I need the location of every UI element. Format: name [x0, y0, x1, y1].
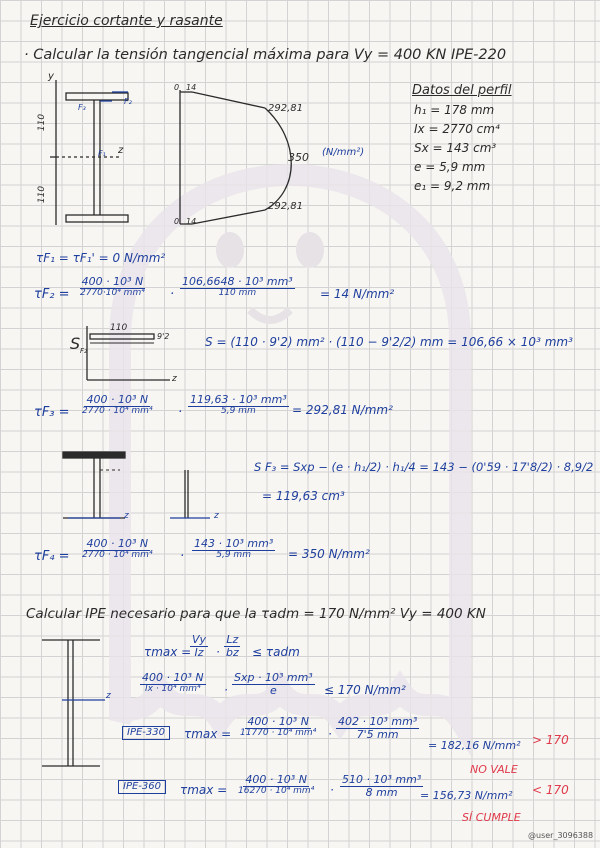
- eq2-rhs: ≤ 170 N/mm²: [324, 683, 406, 697]
- eq2-den-1: Ix · 10⁴ mm⁴: [144, 684, 201, 695]
- diagram-value-bottom: 292,81: [268, 201, 303, 212]
- eq1-num-2: Lz: [226, 633, 239, 646]
- tau-f3-dot: ·: [178, 405, 183, 420]
- ipe220-section-drawing: [50, 80, 128, 225]
- ipe330-fraction-2: [336, 716, 419, 741]
- ipe330-comparison: > 170: [532, 733, 569, 747]
- eq1-num-1: Vy: [192, 633, 207, 646]
- eq2-fraction-1: [140, 672, 206, 695]
- web-static-moment-result: = 119,63 cm³: [262, 489, 345, 503]
- diagram-value-max: 350: [288, 151, 309, 164]
- tau-f4-dot: ·: [180, 549, 185, 564]
- web-z-label-2: z: [214, 511, 219, 521]
- tau-f4-den-1: 2770 · 10⁴ mm⁴: [82, 550, 153, 561]
- axis-y-label: y: [48, 71, 54, 82]
- problem1-statement: · Calcular la tensión tangencial máxima para Vy = 400 KN IPE-220: [24, 47, 507, 63]
- profile-heading: Datos del perfil: [412, 83, 512, 98]
- tau-f3-num-1: 400 · 10³ N: [86, 393, 149, 406]
- ipe360-num-1: 400 · 10³ N: [245, 773, 307, 786]
- eq1-dot: ·: [216, 645, 220, 659]
- ipe360-dot: ·: [330, 783, 334, 797]
- ipe360-num-2: 510 · 10³ mm³: [342, 773, 422, 786]
- tau-f3-den-1: 2770 · 10⁴ mm⁴: [82, 406, 153, 417]
- tau-f3-result: = 292,81 N/mm²: [292, 403, 393, 417]
- tau-f2-lhs: τF₂ =: [34, 287, 70, 302]
- flange-width-label: 110: [110, 323, 128, 333]
- tau-f2-fraction-2: [180, 276, 295, 299]
- flange-thickness-label: 9'2: [157, 332, 170, 341]
- eq2-den-2: e: [269, 684, 277, 698]
- diagram-bottom-14: 14: [186, 217, 197, 226]
- flange-s-label: S: [205, 335, 213, 349]
- point-f1-label: F₁: [98, 149, 106, 158]
- axis-z-label: z: [118, 145, 124, 156]
- ipe360-comparison: < 170: [532, 783, 569, 797]
- profile-ix: Ix = 2770 cm⁴: [414, 122, 500, 136]
- profile-sx: Sx = 143 cm³: [414, 141, 497, 155]
- ipe360-result: = 156,73 N/mm²: [420, 789, 513, 802]
- tau-f4-den-2: 5,9 mm: [216, 550, 251, 561]
- ipe360-verdict: SÍ CUMPLE: [462, 811, 521, 824]
- ipe330-fraction-1: [238, 716, 318, 739]
- tau-f4-result: = 350 N/mm²: [288, 547, 370, 561]
- tau-f4-lhs: τF₄ =: [34, 549, 70, 564]
- flange-static-moment-formula: = (110 · 9'2) mm² · (110 − 9'2/2) mm = 106,66 × 10³ mm³: [216, 335, 573, 349]
- ipe360-fraction-1: [236, 774, 316, 797]
- eq1-den-2: bz: [226, 646, 239, 660]
- dim-bottom-label: 110: [37, 185, 48, 204]
- ipe330-label: IPE-330: [122, 726, 170, 740]
- ipe360-den-2: 8 mm: [365, 786, 398, 800]
- eq1-rhs: ≤ τadm: [252, 645, 300, 659]
- eq1-fraction-2: [224, 634, 241, 659]
- dim-top-label: 110: [37, 113, 48, 132]
- ipe330-result: = 182,16 N/mm²: [428, 739, 521, 752]
- eq2-fraction-2: [232, 672, 315, 697]
- diagram-value-top: 292,81: [268, 103, 303, 114]
- web-sketch: [63, 452, 188, 518]
- tau-f2-den-2: 110 mm: [218, 288, 257, 299]
- section2-z-label: z: [106, 691, 111, 701]
- eq2-num-1: 400 · 10³ N: [142, 671, 204, 684]
- flange-s-symbol: S: [70, 334, 81, 353]
- page-title: Ejercicio cortante y rasante: [30, 13, 223, 29]
- problem2-statement: Calcular IPE necesario para que la τadm = 170 N/mm² Vy = 400 KN: [26, 606, 486, 622]
- flange-z-label: z: [172, 374, 177, 384]
- ipe330-verdict: NO VALE: [470, 763, 518, 776]
- tau-f4-fraction-2: [192, 538, 275, 561]
- flange-f2-label: F₂: [80, 347, 87, 355]
- tau-f3-fraction-2: [188, 394, 289, 417]
- tau-f3-lhs: τF₃ =: [34, 405, 70, 420]
- tau-f2-dot: ·: [170, 287, 175, 302]
- tau-f2-den-1: 2770·10⁴ mm⁴: [80, 288, 145, 299]
- diagram-top-14: 14: [186, 83, 197, 92]
- ipe330-den-2: 7'5 mm: [356, 728, 399, 742]
- eq1-lhs: τmax =: [144, 645, 192, 659]
- ipe360-label: IPE-360: [118, 780, 166, 794]
- tau-f2-num-1: 400 · 10³ N: [81, 275, 144, 288]
- tau-f2-num-2: 106,6648 · 10³ mm³: [182, 275, 293, 288]
- profile-e1: e₁ = 9,2 mm: [414, 179, 491, 193]
- eq1-fraction-1: [190, 634, 208, 659]
- flange-static-moment: [205, 336, 573, 348]
- tau-f3-fraction-1: [80, 394, 155, 417]
- ipe330-num-1: 400 · 10³ N: [247, 715, 309, 728]
- tau-f2-fraction-1: [78, 276, 147, 299]
- ipe330-dot: ·: [328, 727, 332, 741]
- user-watermark: @user_3096388: [528, 831, 594, 840]
- profile-e: e = 5,9 mm: [414, 160, 486, 174]
- ipe330-num-2: 402 · 10³ mm³: [338, 715, 418, 728]
- web-z-label-1: z: [124, 511, 129, 521]
- eq1-den-1: Iz: [194, 646, 204, 660]
- eq2-dot: ·: [224, 683, 228, 697]
- ipe330-den-1: 11770 · 10⁴ mm⁴: [240, 728, 317, 739]
- ipe360-lhs: τmax =: [180, 783, 228, 797]
- tau-f4-fraction-1: [80, 538, 155, 561]
- point-f2-label: F₂: [124, 97, 132, 106]
- eq2-num-2: Sxp · 10³ mm³: [234, 671, 313, 684]
- diagram-top-zero: 0: [174, 83, 180, 92]
- ipe-required-section-drawing: [42, 640, 100, 766]
- ipe330-lhs: τmax =: [184, 727, 232, 741]
- ipe360-den-1: 16270 · 10⁴ mm⁴: [238, 786, 315, 797]
- diagram-bottom-zero: 0: [174, 217, 180, 226]
- tau-f1-equation: τF₁ = τF₁' = 0 N/mm²: [36, 251, 166, 265]
- profile-h1: h₁ = 178 mm: [414, 103, 495, 117]
- diagram-units: (N/mm²): [322, 147, 365, 158]
- tau-f2-result: = 14 N/mm²: [320, 287, 395, 301]
- tau-f3-num-2: 119,63 · 10³ mm³: [190, 393, 287, 406]
- tau-f4-num-2: 143 · 10³ mm³: [194, 537, 274, 550]
- point-f3-label: F₃: [78, 103, 86, 112]
- ipe360-fraction-2: [340, 774, 423, 799]
- tau-f3-den-2: 5,9 mm: [221, 406, 256, 417]
- tau-f4-num-1: 400 · 10³ N: [86, 537, 149, 550]
- web-static-moment-formula: S F₃ = Sxp − (e · h₁/2) · h₁/4 = 143 − (0'59 · 17'8/2) · 8,9/2: [254, 460, 594, 474]
